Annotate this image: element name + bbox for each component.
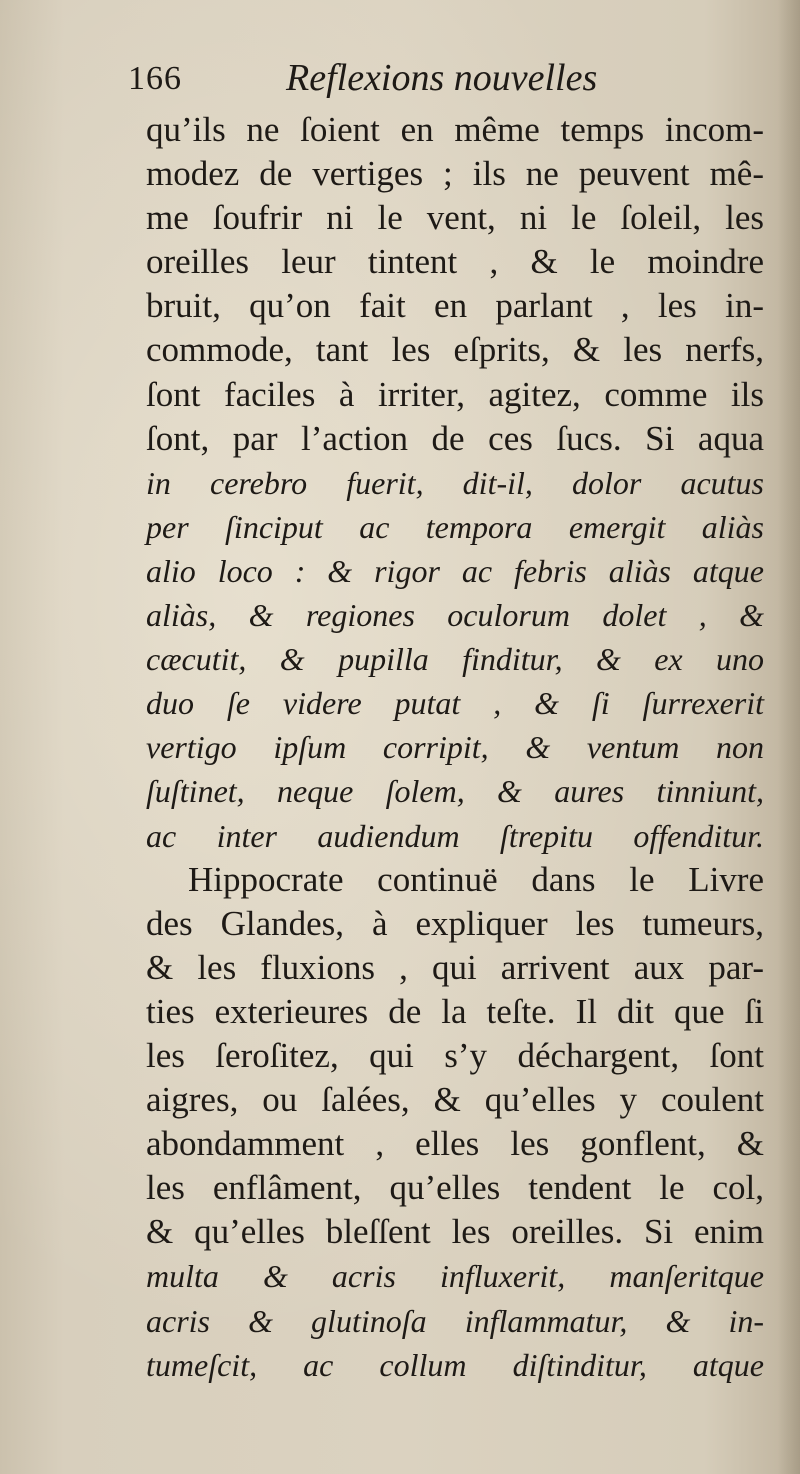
latin-quote-line: vertigo ipſum corripit, & ventum non <box>146 729 764 766</box>
latin-quote-line: acris & glutinoſa inflammatur, & in- <box>146 1302 764 1339</box>
text-line: des Glandes, à expliquer les tumeurs, <box>146 903 764 943</box>
running-title: Reflexions nouvelles <box>286 57 598 99</box>
text-line: & les fluxions , qui arrivent aux par- <box>146 947 764 987</box>
latin-quote-line: aliàs, & regiones oculorum dolet , & <box>146 597 764 634</box>
text-line: bruit, qu’on fait en parlant , les in- <box>146 286 764 326</box>
text-line: ties exterieures de la teſte. Il dit que ſi <box>146 991 764 1031</box>
text-line: me ſoufrir ni le vent, ni le ſoleil, les <box>146 198 764 238</box>
running-head <box>128 52 748 104</box>
text-line: qu’ils ne ſoient en même temps incom- <box>146 110 764 149</box>
latin-quote-line: in cerebro fuerit, dit-il, dolor acutus <box>146 464 764 501</box>
text-line: les enflâment, qu’elles tendent le col, <box>146 1168 764 1208</box>
latin-quote-line: tumeſcit, ac collum diſtinditur, atque <box>146 1346 764 1383</box>
text-line: ſont, par l’action de ces ſucs. Si aqua <box>146 418 764 458</box>
paragraph-first-line: Hippocrate continuë dans le Livre <box>188 859 764 899</box>
text-line: oreilles leur tintent , & le moindre <box>146 242 764 282</box>
latin-quote-line: duo ſe videre putat , & ſi ſurrexerit <box>146 685 764 722</box>
latin-quote-line: cæcutit, & pupilla finditur, & ex uno <box>146 641 764 678</box>
text-line: commode, tant les eſprits, & les nerfs, <box>146 330 764 370</box>
latin-quote-line: multa & acris influxerit, manſeritque <box>146 1258 764 1295</box>
page-number: 166 <box>128 60 182 97</box>
text-line: aigres, ou ſalées, & qu’elles y coulent <box>146 1080 764 1120</box>
text-line: les ſeroſitez, qui s’y déchargent, ſont <box>146 1035 764 1075</box>
text-line: ſont faciles à irriter, agitez, comme ils <box>146 374 764 414</box>
latin-quote-line: ſuſtinet, neque ſolem, & aures tinniunt, <box>146 773 764 810</box>
body-text <box>146 108 764 1387</box>
text-line: & qu’elles bleſſent les oreilles. Si enim <box>146 1212 764 1252</box>
latin-quote-line: ac inter audiendum ſtrepitu offenditur. <box>146 817 764 854</box>
latin-quote-line: alio loco : & rigor ac febris aliàs atque <box>146 552 764 589</box>
text-line: modez de vertiges ; ils ne peuvent mê- <box>146 154 764 194</box>
latin-quote-line: per ſinciput ac tempora emergit aliàs <box>146 508 764 545</box>
text-line: abondamment , elles les gonflent, & <box>146 1124 764 1164</box>
